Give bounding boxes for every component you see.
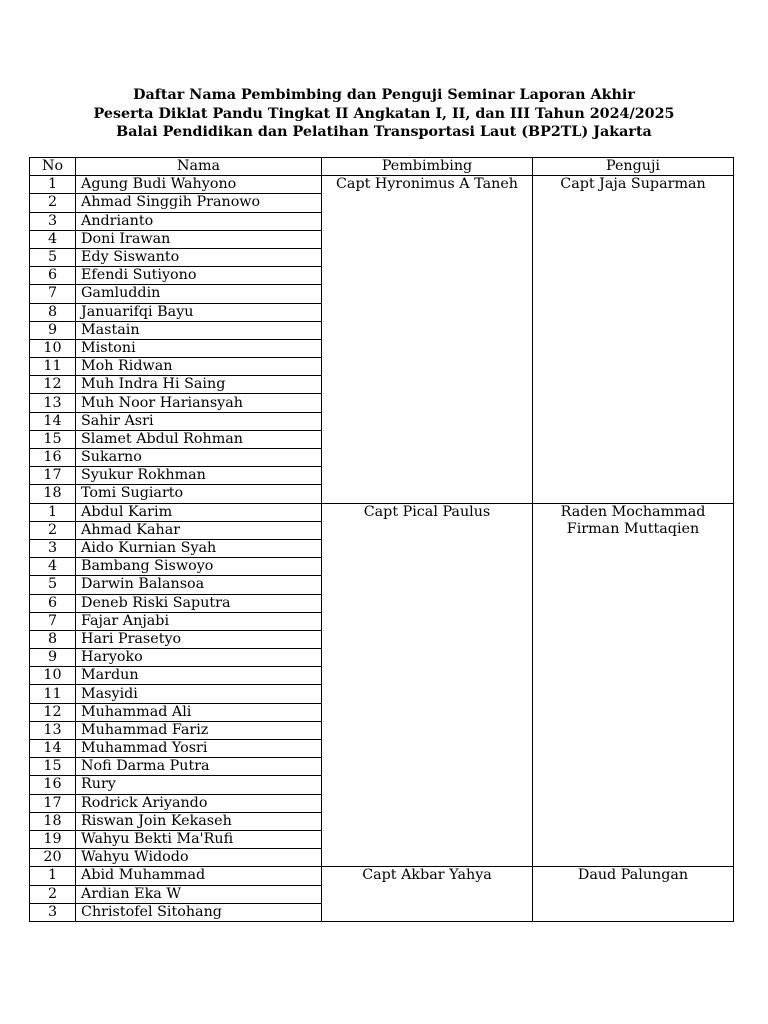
row-number: 11 xyxy=(30,358,76,376)
row-number: 1 xyxy=(30,867,76,885)
participant-name: Rury xyxy=(76,776,322,794)
row-number: 9 xyxy=(30,649,76,667)
participant-name: Ahmad Singgih Pranowo xyxy=(76,194,322,212)
participant-name: Muh Indra Hi Saing xyxy=(76,376,322,394)
row-number: 6 xyxy=(30,594,76,612)
row-number: 8 xyxy=(30,630,76,648)
row-number: 14 xyxy=(30,412,76,430)
row-number: 2 xyxy=(30,885,76,903)
row-number: 15 xyxy=(30,430,76,448)
participant-name: Gamluddin xyxy=(76,285,322,303)
participant-name: Darwin Balansoa xyxy=(76,576,322,594)
row-number: 4 xyxy=(30,558,76,576)
table-row xyxy=(30,503,734,521)
row-number: 10 xyxy=(30,667,76,685)
participant-name: Andrianto xyxy=(76,212,322,230)
participant-name: Hari Prasetyo xyxy=(76,630,322,648)
row-number: 1 xyxy=(30,176,76,194)
row-number: 14 xyxy=(30,740,76,758)
row-number: 19 xyxy=(30,830,76,848)
participant-name: Christofel Sitohang xyxy=(76,903,322,921)
header-penguji: Penguji xyxy=(533,158,734,176)
participant-name: Slamet Abdul Rohman xyxy=(76,430,322,448)
row-number: 2 xyxy=(30,521,76,539)
participant-name: Mardun xyxy=(76,667,322,685)
row-number: 3 xyxy=(30,539,76,557)
participant-name: Riswan Join Kekaseh xyxy=(76,812,322,830)
row-number: 15 xyxy=(30,758,76,776)
row-number: 1 xyxy=(30,503,76,521)
participant-name: Muh Noor Hariansyah xyxy=(76,394,322,412)
table-header-row xyxy=(30,158,734,176)
row-number: 12 xyxy=(30,376,76,394)
row-number: 7 xyxy=(30,612,76,630)
participant-name: Aido Kurnian Syah xyxy=(76,539,322,557)
row-number: 9 xyxy=(30,321,76,339)
header-nama: Nama xyxy=(76,158,322,176)
table-row xyxy=(30,176,734,194)
participant-name: Muhammad Yosri xyxy=(76,740,322,758)
pembimbing-cell: Capt Pical Paulus xyxy=(322,503,533,867)
roster-body xyxy=(30,176,734,922)
participant-name: Tomi Sugiarto xyxy=(76,485,322,503)
participant-name: Nofi Darma Putra xyxy=(76,758,322,776)
row-number: 6 xyxy=(30,267,76,285)
title-line-1: Daftar Nama Pembimbing dan Penguji Seminar Laporan Akhir xyxy=(133,87,635,103)
participant-name: Agung Budi Wahyono xyxy=(76,176,322,194)
row-number: 4 xyxy=(30,230,76,248)
penguji-cell: Raden Mochammad Firman Muttaqien xyxy=(533,503,734,867)
penguji-cell: Daud Palungan xyxy=(533,867,734,922)
participant-name: Doni Irawan xyxy=(76,230,322,248)
participant-name: Wahyu Widodo xyxy=(76,849,322,867)
document-title xyxy=(0,86,768,142)
participant-name: Abid Muhammad xyxy=(76,867,322,885)
row-number: 13 xyxy=(30,394,76,412)
row-number: 3 xyxy=(30,903,76,921)
participant-name: Efendi Sutiyono xyxy=(76,267,322,285)
row-number: 18 xyxy=(30,485,76,503)
table-row xyxy=(30,867,734,885)
row-number: 2 xyxy=(30,194,76,212)
participant-name: Ardian Eka W xyxy=(76,885,322,903)
row-number: 11 xyxy=(30,685,76,703)
title-line-3: Balai Pendidikan dan Pelatihan Transportasi Laut (BP2TL) Jakarta xyxy=(116,124,652,140)
participant-name: Syukur Rokhman xyxy=(76,467,322,485)
row-number: 16 xyxy=(30,449,76,467)
participant-name: Haryoko xyxy=(76,649,322,667)
participant-name: Sukarno xyxy=(76,449,322,467)
roster-table xyxy=(29,157,734,922)
participant-name: Fajar Anjabi xyxy=(76,612,322,630)
participant-name: Mastain xyxy=(76,321,322,339)
participant-name: Moh Ridwan xyxy=(76,358,322,376)
row-number: 16 xyxy=(30,776,76,794)
penguji-cell: Capt Jaja Suparman xyxy=(533,176,734,503)
pembimbing-cell: Capt Hyronimus A Taneh xyxy=(322,176,533,503)
participant-name: Wahyu Bekti Ma'Rufi xyxy=(76,830,322,848)
participant-name: Masyidi xyxy=(76,685,322,703)
row-number: 5 xyxy=(30,248,76,266)
row-number: 7 xyxy=(30,285,76,303)
row-number: 18 xyxy=(30,812,76,830)
row-number: 5 xyxy=(30,576,76,594)
participant-name: Abdul Karim xyxy=(76,503,322,521)
participant-name: Muhammad Fariz xyxy=(76,721,322,739)
row-number: 17 xyxy=(30,794,76,812)
title-line-2: Peserta Diklat Pandu Tingkat II Angkatan I, II, dan III Tahun 2024/2025 xyxy=(93,105,675,122)
participant-name: Deneb Riski Saputra xyxy=(76,594,322,612)
header-no: No xyxy=(30,158,76,176)
participant-name: Ahmad Kahar xyxy=(76,521,322,539)
row-number: 12 xyxy=(30,703,76,721)
participant-name: Edy Siswanto xyxy=(76,248,322,266)
participant-name: Sahir Asri xyxy=(76,412,322,430)
pembimbing-cell: Capt Akbar Yahya xyxy=(322,867,533,922)
row-number: 13 xyxy=(30,721,76,739)
participant-name: Mistoni xyxy=(76,339,322,357)
participant-name: Bambang Siswoyo xyxy=(76,558,322,576)
participant-name: Januarifqi Bayu xyxy=(76,303,322,321)
participant-name: Muhammad Ali xyxy=(76,703,322,721)
row-number: 10 xyxy=(30,339,76,357)
row-number: 8 xyxy=(30,303,76,321)
row-number: 3 xyxy=(30,212,76,230)
header-pembimbing: Pembimbing xyxy=(322,158,533,176)
row-number: 17 xyxy=(30,467,76,485)
participant-name: Rodrick Ariyando xyxy=(76,794,322,812)
row-number: 20 xyxy=(30,849,76,867)
